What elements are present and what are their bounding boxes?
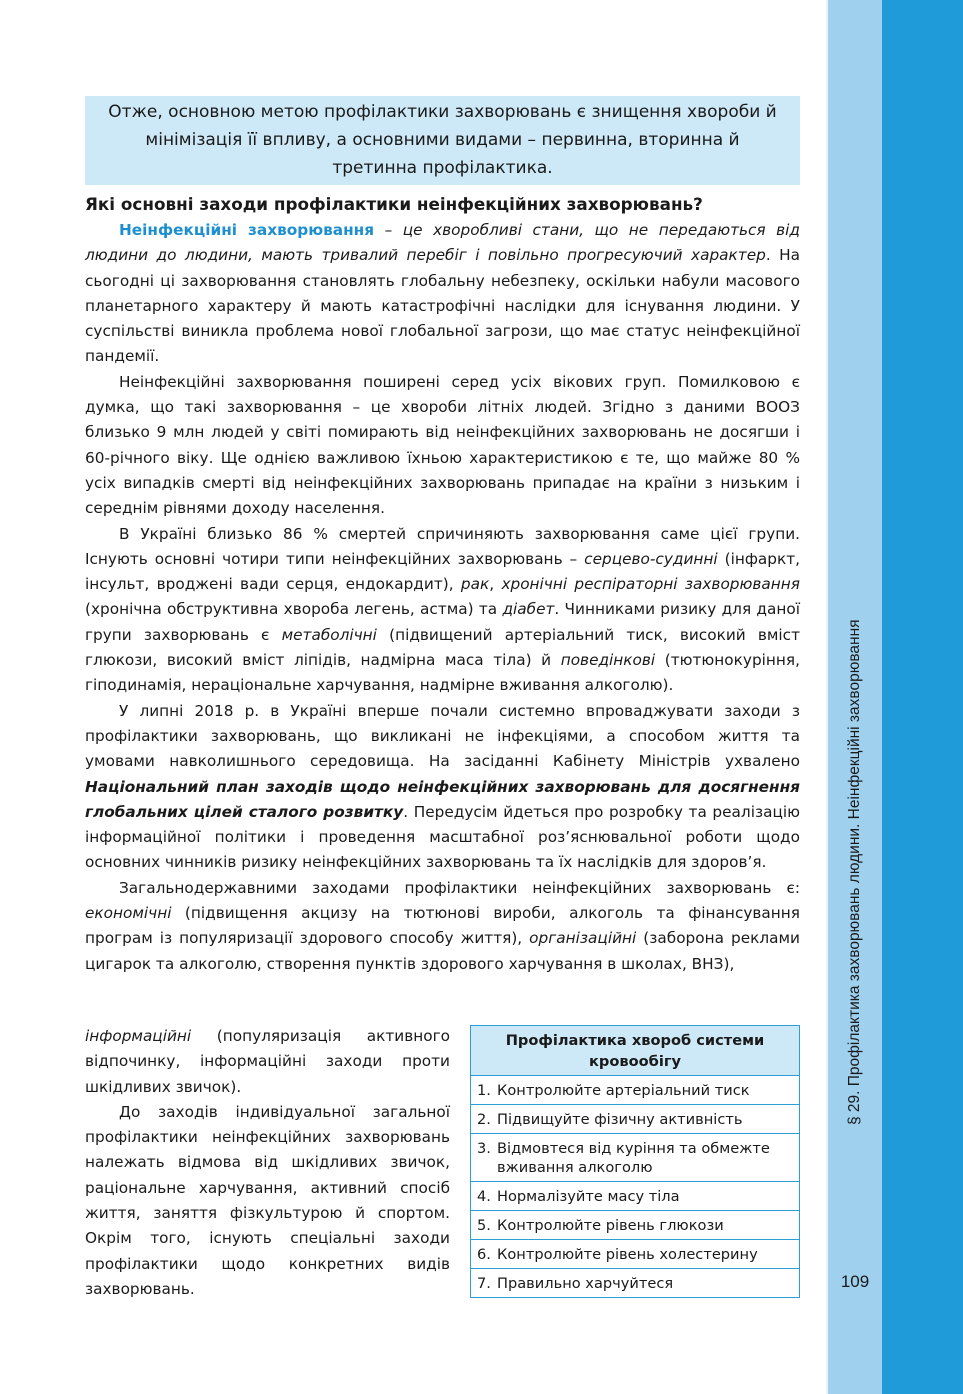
text-segment: . Чинниками ризику для даної групи захворювань є: [85, 600, 800, 644]
row-text: Відмовтеся від куріння та обмежте вживання алкоголю: [497, 1140, 770, 1176]
italic-term: хронічні респіраторні захворювання: [501, 575, 800, 594]
table-row: [471, 1269, 799, 1297]
table-title: Профілактика хвороб системи кровообігу: [471, 1026, 799, 1076]
row-number: 4.: [477, 1188, 491, 1205]
table-row: [471, 1076, 799, 1105]
wrapped-section: [85, 1024, 800, 1302]
row-number: 5.: [477, 1217, 491, 1234]
row-number: 6.: [477, 1246, 491, 1263]
text-segment: Загальнодержавними заходами профілактики неінфекційних захворювань є:: [119, 878, 800, 897]
table-row: [471, 1240, 799, 1269]
row-text: Підвищуйте фізичну активність: [497, 1111, 743, 1128]
prevention-table: [470, 1025, 800, 1298]
table-row: [471, 1105, 799, 1134]
table-row: [471, 1134, 799, 1182]
dash: –: [374, 221, 403, 239]
text-segment: (популяризація активного відпочинку, інформаційні заходи проти шкідливих звичок).: [85, 1027, 450, 1096]
row-number: 2.: [477, 1111, 491, 1128]
text-segment: В Україні близько 86 % смертей спричиняють захворювання саме цієї групи. Існують основні чотири типи неінфекційних захворювань –: [85, 524, 800, 568]
paragraph-individual-measures: До заходів індивідуальної загальної профілактики неінфекційних захворювань належать відмова від шкідливих звичок, раціональне харчування, активний спосіб життя, заняття фізкультурою й спортом. Окрім того, існують спеціальні заходи профілактики щодо конкретних видів захворювань.: [85, 1102, 450, 1298]
chapter-side-title: § 29. Профілактика захворювань людини. Неінфекційні захворювання: [846, 619, 863, 1125]
paragraph-national-plan: [85, 699, 800, 876]
text-segment: (інфаркт, інсульт, вроджені вади серця, ендокардит),: [85, 549, 800, 594]
definition-text: це хворобливі стани, що не передаються від людини до людини, мають тривалий перебіг і повільно прогресуючий характер: [85, 221, 800, 265]
side-strip-dark: [882, 0, 963, 1394]
wrap-block: [85, 876, 800, 977]
row-text: Контролюйте артеріальний тиск: [497, 1082, 750, 1099]
table-row: [471, 1211, 799, 1240]
paragraph-types: [85, 522, 800, 699]
text-segment: ,: [489, 575, 502, 594]
text-segment: (підвищення акцизу на тютюнові вироби, алкоголь та фінансування програм із популяризації здорового способу життя),: [85, 904, 800, 948]
page-content: [85, 96, 800, 977]
text-segment: (тютюнокуріння, гіподинамія, нераціональне харчування, надмірне вживання алкоголю).: [85, 651, 800, 695]
italic-term: рак: [460, 575, 490, 594]
row-text: Правильно харчуйтеся: [497, 1275, 674, 1292]
italic-term: поведінкові: [560, 651, 656, 670]
row-text: Контролюйте рівень холестерину: [497, 1246, 758, 1263]
row-text: Нормалізуйте масу тіла: [497, 1188, 680, 1205]
italic-term: інформаційні: [85, 1027, 192, 1045]
text-segment: У липні 2018 р. в Україні вперше почали системно впроваджувати заходи з профілактики захворювань, що викликані не інфекціями, а способом життя та умовами навколишнього середовища. На засіданні Кабінету Міністрів ухвалено: [85, 701, 800, 771]
summary-box: Отже, основною метою профілактики захворювань є знищення хвороби й мінімізація її впливу, а основними видами – первинна, вторинна й третинна профілактика.: [85, 96, 800, 185]
row-number: 3.: [477, 1140, 491, 1157]
text-segment: (заборона реклами цигарок та алкоголю, створення пунктів здорового харчування в школах, ВНЗ),: [85, 929, 800, 973]
national-plan-title: Національний план заходів щодо неінфекційних захворювань для досягнення глобальних цілей сталого розвитку: [85, 777, 800, 821]
page-number: 109: [840, 1272, 870, 1291]
section-heading: Які основні заходи профілактики неінфекційних захворювань?: [85, 194, 703, 214]
row-number: 7.: [477, 1275, 491, 1292]
paragraph-text: . На сьогодні ці захворювання становлять глобальну небезпеку, оскільки набули масового планетарного характеру й мають катастрофічні наслідки для існування людини. У суспільстві виникла проблема нової глобальної загрози, що має статус неінфекційної пандемії.: [85, 246, 801, 366]
italic-term: серцево-судинні: [584, 549, 718, 568]
italic-term: метаболічні: [281, 625, 377, 644]
paragraph-age-groups: Неінфекційні захворювання поширені серед усіх вікових груп. Помилковою є думка, що такі захворювання – це хвороби літніх людей. Згідно з даними ВООЗ близько 9 млн людей у світі помирають від неінфекційних захворювань не досягши і 60-річного віку. Ще однією важливою їхньою характеристикою є те, що майже 80 % усіх випадків смерті від неінфекційних захворювань припадає на країни з низьким і середнім рівнями доходу населення.: [85, 372, 800, 518]
text-segment: (підвищений артеріальний тиск, високий вміст глюкози, високий вміст ліпідів, надмірна маса тіла) й: [85, 625, 800, 670]
row-text: Контролюйте рівень глюкози: [497, 1217, 724, 1234]
paragraph-state-measures-intro: [85, 876, 800, 977]
table-row: [471, 1182, 799, 1211]
italic-term: діабет: [502, 600, 555, 619]
italic-term: економічні: [85, 904, 172, 923]
italic-term: організаційні: [529, 929, 637, 948]
text-segment: . Передусім йдеться про розробку та реалізацію інформаційної політики і проведення масштабної роз’яснювальної роботи щодо основних чинників ризику неінфекційних захворювань та їх наслідків для здоров’я.: [85, 802, 801, 872]
term-highlight: Неінфекційні захворювання: [119, 221, 375, 239]
paragraph-definition: [85, 218, 800, 370]
text-segment: (хронічна обструктивна хвороба легень, астма) та: [85, 600, 503, 619]
row-number: 1.: [477, 1082, 491, 1099]
